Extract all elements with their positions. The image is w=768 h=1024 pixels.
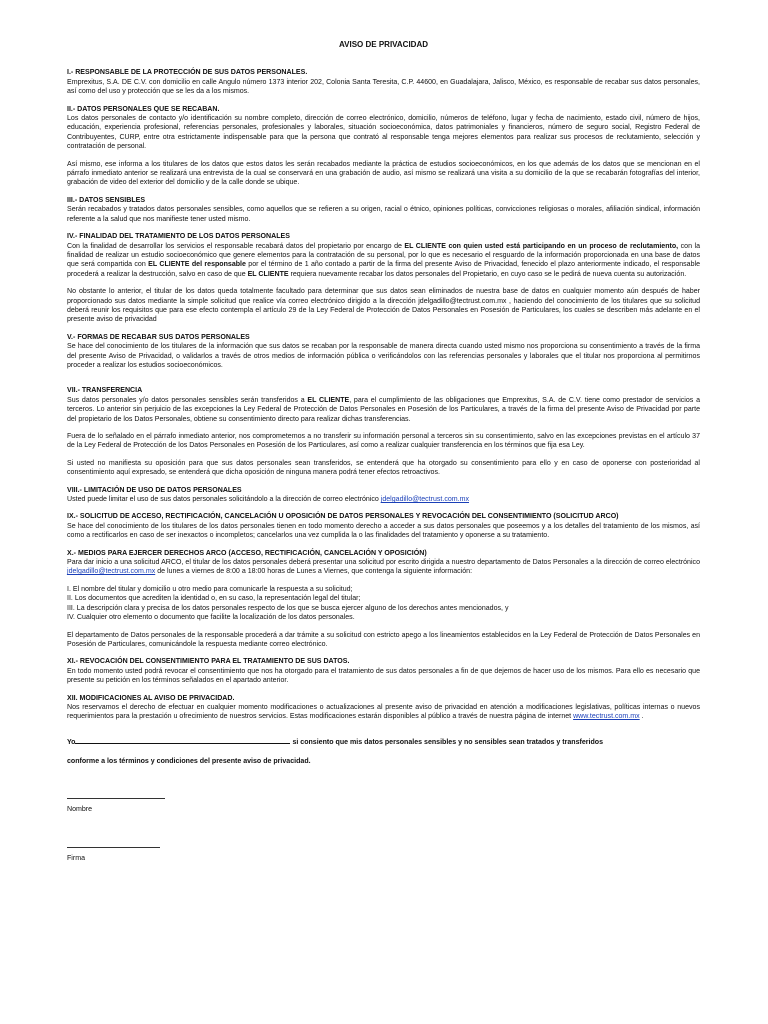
consent-statement	[67, 736, 700, 767]
text-run: requiera nuevamente recabar los datos personales del Propietario, en cuyo caso se le pedirá de nueva cuenta su autorización.	[288, 270, 687, 278]
list-item: III. La descripción clara y precisa de los datos personales respecto de los que se busca ejercer alguno de los derechos antes mencionados, y	[67, 604, 509, 612]
section-heading: IV.- FINALIDAD DEL TRATAMIENTO DE LOS DATOS PERSONALES	[67, 233, 290, 241]
section-heading: VIII.- LIMITACIÓN DE USO DE DATOS PERSONALES	[67, 486, 242, 494]
section-heading: XII. MODIFICACIONES AL AVISO DE PRIVACIDAD.	[67, 694, 235, 702]
section-medios-arco	[67, 549, 700, 650]
section-heading: V.- FORMAS DE RECABAR SUS DATOS PERSONALES	[67, 333, 250, 341]
section-paragraph	[67, 242, 700, 280]
section-heading: XI.- REVOCACIÓN DEL CONSENTIMIENTO PARA EL TRATAMIENTO DE SUS DATOS.	[67, 658, 350, 666]
section-responsable	[67, 68, 700, 96]
signature-line[interactable]	[67, 846, 160, 848]
section-paragraph: Así mismo, ese informa a los titulares de los datos que estos datos les serán recabados mediante la práctica de estudios socioeconómicos, en los que además de los datos que se mencionan en el párrafo inmediato anterior se realizará una entrevista de la cual se conservará en una grabación de audio, así mismo se realizará una visita a su domicilio de la que se recabarán fotografías del interior, grabación de video del exterior del domicilio y de la calle donde se ubique.	[67, 160, 700, 187]
text-run: de lunes a viernes de 8:00 a 18:00 horas de Lunes a Viernes, que contenga la siguiente información:	[155, 568, 473, 576]
consent-prefix: Yo	[67, 738, 76, 746]
consent-name-blank[interactable]	[75, 736, 290, 744]
section-body: Emprexitus, S.A. DE C.V. con domicilio en calle Angulo número 1373 interior 202, Colonia Santa Teresita, C.P. 44600, en Guadalajara, Jalisco, México, es responsable de recabar sus datos personales, así como del uso y protección que se les da a los mismos.	[67, 78, 700, 96]
page-title: AVISO DE PRIVACIDAD	[338, 40, 429, 49]
text-run: Nos reservamos el derecho de efectuar en cualquier momento modificaciones o actualizaciones al presente aviso de privacidad en atención a modificaciones legislativas, políticas internas o nuevos requerimientos para la prestación u ofrecimiento de nuestros servicios. Estas modificaciones estarán disponibles al público a través de nuestra página de internet	[67, 703, 700, 721]
text-run: con la finalidad de realizar un estudio socioeconómico que genere elementos para la contratación de su personal, por lo que es necesario el resguardo de la información proporcionada en una base de datos que será compartida con	[67, 242, 700, 269]
section-transferencia	[67, 386, 700, 477]
text-run: , para el cumplimiento de las obligaciones que Emprexitus, S.A. de C.V. tiene como prestador de servicios a terceros. Lo anterior sin perjuicio de las excepciones la Ley Federal de Protección de Datos Personales en Posesión de los Particulares, a través de la firma del presente Aviso de Privacidad por parte del propietario de los Datos Personales, obtiene su consentimiento directo para realizar dichas transferencias.	[67, 396, 700, 423]
website-link[interactable]: www.tectrust.com.mx	[573, 713, 640, 721]
section-limitacion	[67, 486, 700, 505]
text-run: .	[639, 713, 644, 721]
section-finalidad	[67, 232, 700, 325]
section-heading: I.- RESPONSABLE DE LA PROTECCIÓN DE SUS DATOS PERSONALES.	[67, 69, 308, 77]
section-modificaciones	[67, 694, 700, 722]
consent-line	[67, 736, 700, 747]
section-body: Se hace del conocimiento de los titulares de los datos personales tienen en todo momento derecho a acceder a sus datos personales que poseemos y a los detalles del tratamiento de los mismos, así como a rectificarlos en caso de ser inexactos o incompletos; cancelarlos una vez cumplida la o las finalidades del tratamiento y oponerse a su tratamiento.	[67, 522, 700, 540]
list-item: II. Los documentos que acrediten la identidad o, en su caso, la representación legal del titular;	[67, 595, 361, 603]
section-body: Se hace del conocimiento de los titulares de la información que sus datos se recaban por la responsable de manera directa cuando usted mismo nos proporciona su consentimiento a través de la firma del presente Aviso de Privacidad, o validarlos a través de otros medios de información pública o verificándolos con las referencias personales y laborales que el titular nos proporciona al permitirnos proceder a realizar los estudios socioeconómicos.	[67, 343, 700, 369]
name-field	[67, 797, 700, 814]
section-paragraph	[67, 558, 700, 577]
signature-label: Firma	[67, 854, 86, 862]
section-paragraph	[67, 396, 700, 424]
consent-line-2: conforme a los términos y condiciones del presente aviso de privacidad.	[67, 758, 311, 766]
section-heading: VII.- TRANSFERENCIA	[67, 387, 143, 395]
list-item: I. El nombre del titular y domicilio u otro medio para comunicarle la respuesta a su solicitud;	[67, 585, 353, 593]
bold-run: EL CLIENTE	[247, 270, 289, 278]
section-paragraph: No obstante lo anterior, el titular de los datos queda totalmente facultado para determinar que sus datos sean eliminados de nuestra base de datos en cualquier momento aún después de haber proporcionado sus datos mediante la simple solicitud que realice vía correo electrónico dirigido a la dirección jdelgadillo@tectrust.com.mx , haciendo del conocimiento de los titulares que su solicitud deberá reunir los requisitos que para ese efecto contempla el artículo 29 de la Ley Federal de Protección de Datos Personales en Posesión de Particulares, los cuales se describen más adelante en el presente aviso de privacidad	[67, 288, 700, 324]
consent-suffix: si consiento que mis datos personales sensibles y no sensibles sean tratados y transferidos	[290, 738, 604, 746]
section-formas	[67, 333, 700, 371]
section-heading: III.- DATOS SENSIBLES	[67, 196, 146, 204]
text-run: Sus datos personales y/o datos personales sensibles serán transferidos a	[67, 396, 308, 404]
privacy-notice-page	[67, 40, 700, 863]
section-heading: X.- MEDIOS PARA EJERCER DERECHOS ARCO (ACCESO, RECTIFICACIÓN, CANCELACIÓN Y OPOSICIÓN)	[67, 549, 427, 557]
section-revocacion	[67, 657, 700, 685]
section-heading: IX.- SOLICITUD DE ACCESO, RECTIFICACIÓN, CANCELACIÓN U OPOSICIÓN DE DATOS PERSONALES Y REVOCACIÓN DEL CONSENTIMIENTO (SOLICITUD ARCO)	[67, 513, 619, 521]
section-solicitud-arco	[67, 512, 700, 540]
text-run: Con la finalidad de desarrollar los servicios el responsable recabará datos del propietario por encargo de	[67, 242, 405, 250]
section-datos-recabados	[67, 105, 700, 188]
text-run: por el término de 1 año contado a partir de la firma del presente Aviso de Privacidad, fenecido el plazo anteriormente indicado, el responsable procederá a realizar la destrucción, salvo en caso de que	[67, 261, 700, 278]
section-body	[67, 703, 700, 722]
signature-field	[67, 846, 700, 863]
section-paragraph: Si usted no manifiesta su oposición para que sus datos personales sean transferidos, se entenderá que ha otorgado su consentimiento para ello y en caso de oponerse con posterioridad al consentimiento aquí expresado, se entenderá que dicha oposición de ninguna manera podrá tener efectos retroactivos.	[67, 459, 700, 477]
text-run: Usted puede limitar el uso de sus datos personales solicitándolo a la dirección de correo electrónico	[67, 496, 381, 504]
email-link[interactable]: jdelgadillo@tectrust.com.mx	[67, 568, 156, 576]
name-signature-line[interactable]	[67, 797, 165, 799]
bold-run: EL CLIENTE del responsable	[148, 261, 246, 269]
section-datos-sensibles	[67, 196, 700, 224]
list-item: IV. Cualquier otro elemento o documento que facilite la localización de los datos personales.	[67, 614, 355, 622]
section-body: En todo momento usted podrá revocar el consentimiento que nos ha otorgado para el tratamiento de sus datos personales a fin de que dejemos de hacer uso de los mismos. Para ello es necesario que presente su petición en los términos señalados en el apartado anterior.	[67, 667, 700, 685]
requirements-list	[67, 585, 700, 623]
section-heading: II.- DATOS PERSONALES QUE SE RECABAN.	[67, 105, 220, 113]
bold-run: EL CLIENTE	[307, 396, 350, 404]
bold-run: EL CLIENTE con quien usted está participando en un proceso de reclutamiento,	[404, 242, 679, 250]
section-paragraph: Los datos personales de contacto y/o identificación su nombre completo, dirección de correo electrónico, domicilio, números de teléfono, lugar y fecha de nacimiento, estado civil, número de hijos, educación, experiencia profesional, referencias personales, profesionales y laborales, situación socioeconómica, datos patrimoniales y financieros, número de seguro social, Registro Federal de Contribuyentes, CURP, entre otra estrictamente indispensable para que la persona que contrató al responsable tenga mejores elementos para realizar sus procesos de reclutamiento, selección y contratación de personal.	[67, 115, 700, 151]
section-body	[67, 495, 700, 504]
section-paragraph: Fuera de lo señalado en el párrafo inmediato anterior, nos comprometemos a no transferir su información personal a terceros sin su consentimiento, salvo en las excepciones previstas en el artículo 37 de la Ley Federal de Protección de los Datos Personales en Posesión de los Particulares, así como a realizar cualquier transferencia en los términos que fija esa Ley.	[67, 433, 700, 450]
section-paragraph: El departamento de Datos personales de la responsable procederá a dar trámite a su solicitud con estricto apego a los lineamientos establecidos en la Ley Federal de Protección de Datos Personales en Posesión de Particulares, comunicándole la respuesta mediante correo electrónico.	[67, 631, 700, 648]
name-label: Nombre	[67, 805, 93, 813]
text-run: Para dar inicio a una solicitud ARCO, el titular de los datos personales deberá presentar una solicitud por escrito dirigida a nuestro departamento de Datos Personales a la dirección de correo electrónico	[67, 559, 700, 567]
email-link[interactable]: jdelgadillo@tectrust.com.mx	[380, 496, 469, 504]
section-body: Serán recabados y tratados datos personales sensibles, como aquellos que se refieren a su origen, racial o étnico, opiniones políticas, convicciones religiosas o morales, afiliación sindical, información referente a la salud que nos manifieste tener usted mismo.	[67, 206, 700, 223]
